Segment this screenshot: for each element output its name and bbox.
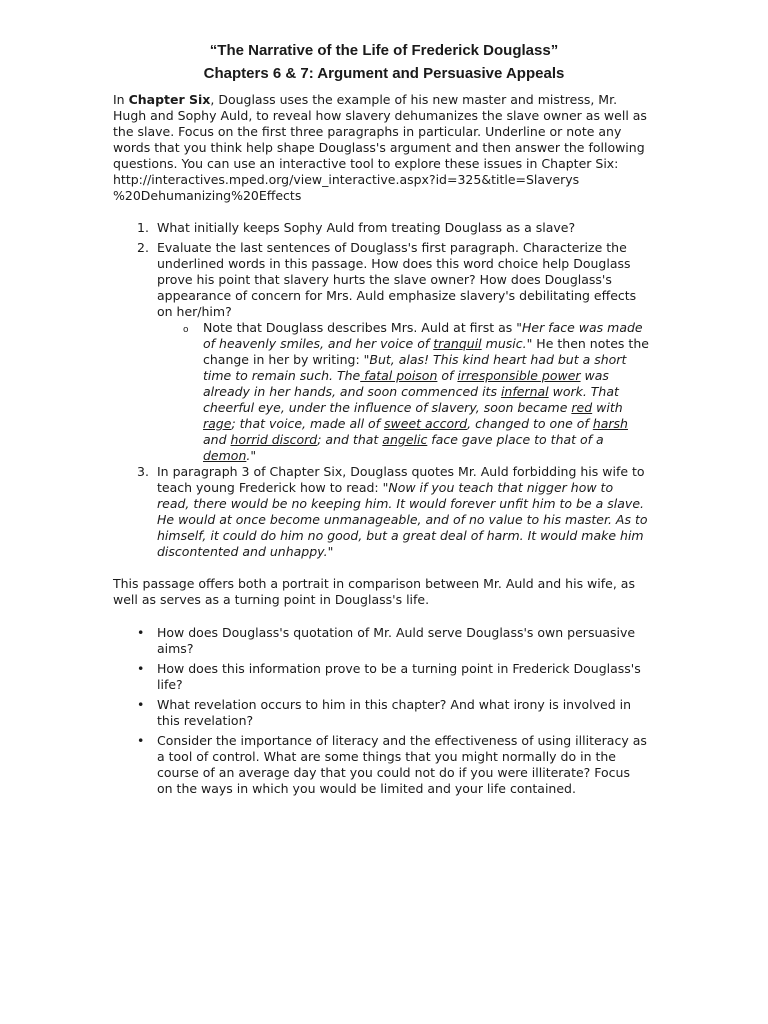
question-3 (137, 464, 657, 560)
intro-paragraph (113, 92, 658, 204)
underlined-word: demon (203, 448, 247, 463)
document-subtitle: Chapters 6 & 7: Argument and Persuasive Appeals (203, 65, 565, 82)
question-1 (137, 220, 657, 236)
intro-line: questions. You can use an interactive tool to explore these issues in Chapter Six: (113, 156, 619, 171)
chapter-six-bold: Chapter Six (128, 92, 211, 107)
question-number: 1. (137, 220, 149, 235)
question-text: Evaluate the last sentences of Douglass's first paragraph. Characterize the (157, 240, 627, 255)
question-text: read, there would be no keeping him. It would forever unfit him to be a slave. (157, 496, 644, 511)
question-text: on her/him? (157, 304, 232, 319)
bullet-list (137, 625, 657, 801)
sub-note-text: Note that Douglass describes Mrs. Auld at first as "Her face was made of heavenly smiles, and her voice of tranquil music." He then notes the change in her by writing: "But, alas! This kind heart had but a short time to remain such. The fatal poison of irresponsible power was already in her hands, and soon commenced its infernal work. That cheerful eye, under the influence of slavery, soon became red with rage; that voice, made all of sweet accord, changed to one of harsh and horrid discord; and that angelic face gave place to that of a demon." (203, 320, 649, 463)
question-text: prove his point that slavery hurts the slave owner? How does Douglass's (157, 272, 612, 287)
question-number: 2. (137, 240, 149, 255)
summary-paragraph: This passage offers both a portrait in comparison between Mr. Auld and his wife, as well as serves as a turning point in Douglass's life. (113, 576, 635, 607)
question-text: teach young Frederick how to read: "Now if you teach that nigger how to (157, 480, 614, 495)
sub-note (137, 320, 657, 464)
hollow-bullet-icon: o (183, 325, 189, 335)
intro-line: In Chapter Six, Douglass uses the example of his new master and mistress, Mr. (113, 92, 618, 107)
question-text: underlined words in this passage. How does this word choice help Douglass (157, 256, 631, 271)
intro-line: Hugh and Sophy Auld, to reveal how slavery dehumanizes the slave owner as well as (113, 108, 647, 123)
question-2 (137, 240, 657, 320)
question-text: He would at once become unmanageable, and of no value to his master. As to (157, 512, 648, 527)
bullet-item: • How does this information prove to be a turning point in Frederick Douglass's life? (137, 661, 641, 692)
question-text: appearance of concern for Mrs. Auld emphasize slavery's debilitating effects (157, 288, 637, 303)
underlined-word: angelic (382, 432, 428, 447)
question-text: In paragraph 3 of Chapter Six, Douglass quotes Mr. Auld forbidding his wife to (157, 464, 645, 479)
underlined-word: horrid discord (230, 432, 318, 447)
question-number: 3. (137, 464, 149, 479)
question-text: discontented and unhappy." (157, 544, 334, 559)
intro-line: the slave. Focus on the first three paragraphs in particular. Underline or note any (113, 124, 622, 139)
bullet-icon: • (137, 733, 145, 748)
underlined-word: infernal (500, 384, 549, 399)
underlined-word: red (571, 400, 593, 415)
underlined-word: irresponsible power (457, 368, 581, 383)
bullet-item: • Consider the importance of literacy and the effectiveness of using illiteracy as a tool of control. What are some things that you might normally do in the course of an average day that you could not do if you were illiterate? Focus on the ways in which you would be limited and your life contained. (137, 733, 647, 796)
interactive-url-line: http://interactives.mped.org/view_interactive.aspx?id=325&title=Slaverys (113, 172, 580, 187)
question-list (137, 220, 657, 560)
bullet-icon: • (137, 697, 145, 712)
bullet-icon: • (137, 661, 145, 676)
underlined-word: rage (203, 416, 232, 431)
underlined-word: harsh (592, 416, 628, 431)
document-title: “The Narrative of the Life of Frederick Douglass” (209, 42, 559, 59)
question-text: What initially keeps Sophy Auld from treating Douglass as a slave? (157, 220, 576, 235)
intro-line: words that you think help shape Douglass's argument and then answer the following (113, 140, 645, 155)
underlined-word: fatal poison (360, 368, 438, 383)
underlined-word: tranquil (433, 336, 482, 351)
bullet-item: • How does Douglass's quotation of Mr. Auld serve Douglass's own persuasive aims? (137, 625, 636, 656)
question-text: himself, it could do him no good, but a great deal of harm. It would make him (157, 528, 644, 543)
bullet-item: • What revelation occurs to him in this chapter? And what irony is involved in this revelation? (137, 697, 631, 728)
interactive-url-line: %20Dehumanizing%20Effects (113, 188, 302, 203)
bullet-icon: • (137, 625, 145, 640)
underlined-word: sweet accord (384, 416, 468, 431)
